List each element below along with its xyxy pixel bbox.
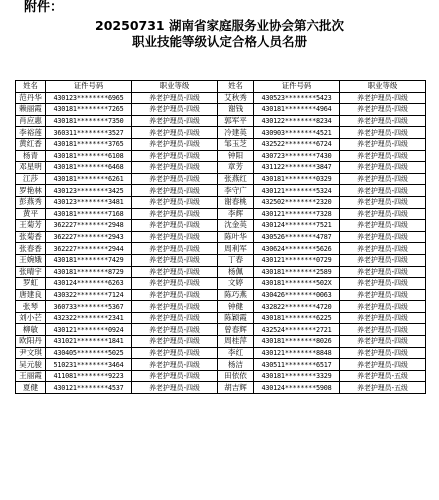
person-name-cell: 邓星明: [16, 162, 46, 174]
table-row: [16, 301, 426, 313]
table-row: [16, 104, 426, 116]
skill-level-cell: 养老护理员-四级: [132, 220, 218, 232]
id-number-cell: 430723********7430: [254, 150, 340, 162]
person-name-cell: 彭燕秀: [16, 196, 46, 208]
roster-table: [15, 80, 426, 394]
skill-level-cell: 养老护理员-四级: [132, 104, 218, 116]
id-number-cell: 430181********4964: [254, 104, 340, 116]
document-title-line-1: 20250731 湖南省家庭服务业协会第六批次: [95, 18, 344, 33]
skill-level-cell: 养老护理员-四级: [340, 336, 426, 348]
id-number-cell: 430124********5908: [254, 382, 340, 394]
person-name-cell: 文婷: [218, 278, 254, 290]
table-row: [16, 115, 426, 127]
id-number-cell: 430903********4521: [254, 127, 340, 139]
table-row: [16, 150, 426, 162]
id-number-cell: 430181********6261: [46, 173, 132, 185]
skill-level-cell: 养老护理员-四级: [340, 208, 426, 220]
person-name-cell: 李守广: [218, 185, 254, 197]
person-name-cell: 江莎: [16, 173, 46, 185]
skill-level-cell: 养老护理员-四级: [340, 185, 426, 197]
table-row: [16, 278, 426, 290]
id-number-cell: 430124********7521: [254, 220, 340, 232]
table-row: [16, 359, 426, 371]
person-name-cell: 李红: [218, 347, 254, 359]
table-row: [16, 208, 426, 220]
person-name-cell: 郭军平: [218, 115, 254, 127]
table-row: [16, 92, 426, 104]
person-name-cell: 张燕红: [218, 173, 254, 185]
id-number-cell: 432522********6724: [254, 138, 340, 150]
id-number-cell: 430181********8026: [254, 336, 340, 348]
skill-level-cell: 养老护理员-四级: [132, 243, 218, 255]
skill-level-cell: 养老护理员-四级: [340, 92, 426, 104]
person-name-cell: 欧阳丹: [16, 336, 46, 348]
skill-level-cell: 养老护理员-五级: [340, 382, 426, 394]
table-row: [16, 231, 426, 243]
id-number-cell: 430181********3765: [46, 138, 132, 150]
id-number-cell: 430181********7429: [46, 254, 132, 266]
person-name-cell: 杨青: [16, 150, 46, 162]
id-number-cell: 430181********7350: [46, 115, 132, 127]
column-header-name: 姓名: [218, 81, 254, 93]
id-number-cell: 430181********3329: [254, 370, 340, 382]
skill-level-cell: 养老护理员-四级: [132, 254, 218, 266]
person-name-cell: 赖丽霞: [16, 104, 46, 116]
id-number-cell: 430181********502X: [254, 278, 340, 290]
table-row: [16, 312, 426, 324]
id-number-cell: 431021********1841: [46, 336, 132, 348]
skill-level-cell: 养老护理员-四级: [132, 347, 218, 359]
person-name-cell: 尹文琪: [16, 347, 46, 359]
table-row: [16, 196, 426, 208]
id-number-cell: 430511********6517: [254, 359, 340, 371]
id-number-cell: 430181********6108: [46, 150, 132, 162]
person-name-cell: 谢钱: [218, 104, 254, 116]
column-header-name: 姓名: [16, 81, 46, 93]
table-row: [16, 243, 426, 255]
person-name-cell: 谢春桃: [218, 196, 254, 208]
person-name-cell: 田依依: [218, 370, 254, 382]
id-number-cell: 430122********8234: [254, 115, 340, 127]
roster-table-body: [16, 92, 426, 393]
table-row: [16, 127, 426, 139]
skill-level-cell: 养老护理员-四级: [132, 370, 218, 382]
table-row: [16, 336, 426, 348]
skill-level-cell: 养老护理员-四级: [340, 162, 426, 174]
person-name-cell: 唐建良: [16, 289, 46, 301]
id-number-cell: 430181********2589: [254, 266, 340, 278]
skill-level-cell: 养老护理员-四级: [340, 301, 426, 313]
person-name-cell: 范丹华: [16, 92, 46, 104]
table-row: [16, 347, 426, 359]
person-name-cell: 艾秋秀: [218, 92, 254, 104]
skill-level-cell: 养老护理员-四级: [132, 324, 218, 336]
person-name-cell: 夏健: [16, 382, 46, 394]
id-number-cell: 510231********3464: [46, 359, 132, 371]
table-header-row: [16, 81, 426, 93]
skill-level-cell: 养老护理员-四级: [132, 208, 218, 220]
id-number-cell: 430181********0329: [254, 173, 340, 185]
skill-level-cell: 养老护理员-四级: [340, 138, 426, 150]
table-row: [16, 382, 426, 394]
skill-level-cell: 养老护理员-四级: [132, 312, 218, 324]
id-number-cell: 362227********2944: [46, 243, 132, 255]
person-name-cell: 胡吉辉: [218, 382, 254, 394]
table-row: [16, 162, 426, 174]
skill-level-cell: 养老护理员-四级: [132, 196, 218, 208]
person-name-cell: 钟健: [218, 301, 254, 313]
person-name-cell: 陈巧燕: [218, 289, 254, 301]
person-name-cell: 张菊香: [16, 231, 46, 243]
person-name-cell: 邹玉芝: [218, 138, 254, 150]
id-number-cell: 430181********8729: [46, 266, 132, 278]
skill-level-cell: 养老护理员-四级: [340, 324, 426, 336]
person-name-cell: 柳敏: [16, 324, 46, 336]
skill-level-cell: 养老护理员-四级: [132, 162, 218, 174]
id-number-cell: 430624********5626: [254, 243, 340, 255]
skill-level-cell: 养老护理员-四级: [132, 382, 218, 394]
column-header-level: 职业等级: [340, 81, 426, 93]
person-name-cell: 黄平: [16, 208, 46, 220]
id-number-cell: 360733********5367: [46, 301, 132, 313]
id-number-cell: 430181********6225: [254, 312, 340, 324]
skill-level-cell: 养老护理员-四级: [340, 359, 426, 371]
person-name-cell: 冷建英: [218, 127, 254, 139]
person-name-cell: 丁春: [218, 254, 254, 266]
person-name-cell: 陈颖霞: [218, 312, 254, 324]
skill-level-cell: 养老护理员-四级: [132, 278, 218, 290]
person-name-cell: 曾春辉: [218, 324, 254, 336]
skill-level-cell: 养老护理员-四级: [340, 220, 426, 232]
column-header-id-number: 证件号码: [254, 81, 340, 93]
table-row: [16, 324, 426, 336]
id-number-cell: 430322********7124: [46, 289, 132, 301]
skill-level-cell: 养老护理员-四级: [340, 150, 426, 162]
person-name-cell: 黄红香: [16, 138, 46, 150]
id-number-cell: 430121********8848: [254, 347, 340, 359]
person-name-cell: 周利军: [218, 243, 254, 255]
id-number-cell: 432524********2721: [254, 324, 340, 336]
id-number-cell: 430123********3425: [46, 185, 132, 197]
skill-level-cell: 养老护理员-四级: [340, 196, 426, 208]
id-number-cell: 362227********2948: [46, 220, 132, 232]
id-number-cell: 431122********3847: [254, 162, 340, 174]
table-row: [16, 254, 426, 266]
id-number-cell: 430121********0924: [46, 324, 132, 336]
id-number-cell: 430123********6965: [46, 92, 132, 104]
skill-level-cell: 养老护理员-四级: [340, 173, 426, 185]
table-row: [16, 138, 426, 150]
skill-level-cell: 养老护理员-四级: [340, 231, 426, 243]
person-name-cell: 杨洁: [218, 359, 254, 371]
table-row: [16, 220, 426, 232]
id-number-cell: 430121********4537: [46, 382, 132, 394]
table-row: [16, 185, 426, 197]
skill-level-cell: 养老护理员-四级: [340, 243, 426, 255]
skill-level-cell: 养老护理员-四级: [132, 150, 218, 162]
column-header-id-number: 证件号码: [46, 81, 132, 93]
id-number-cell: 432322********2341: [46, 312, 132, 324]
skill-level-cell: 养老护理员-四级: [132, 92, 218, 104]
skill-level-cell: 养老护理员-四级: [132, 359, 218, 371]
skill-level-cell: 养老护理员-四级: [132, 336, 218, 348]
id-number-cell: 430121********7328: [254, 208, 340, 220]
id-number-cell: 432502********2320: [254, 196, 340, 208]
skill-level-cell: 养老护理员-四级: [132, 138, 218, 150]
table-row: [16, 289, 426, 301]
id-number-cell: 430123********3481: [46, 196, 132, 208]
id-number-cell: 430181********6468: [46, 162, 132, 174]
id-number-cell: 411081********9223: [46, 370, 132, 382]
skill-level-cell: 养老护理员-四级: [132, 185, 218, 197]
id-number-cell: 430181********7265: [46, 104, 132, 116]
skill-level-cell: 养老护理员-四级: [340, 278, 426, 290]
skill-level-cell: 养老护理员-四级: [132, 266, 218, 278]
person-name-cell: 刘小芒: [16, 312, 46, 324]
person-name-cell: 周桂萍: [218, 336, 254, 348]
person-name-cell: 陈叶华: [218, 231, 254, 243]
id-number-cell: 430124********6263: [46, 278, 132, 290]
person-name-cell: 钟阳: [218, 150, 254, 162]
person-name-cell: 杨佩: [218, 266, 254, 278]
skill-level-cell: 养老护理员-四级: [132, 301, 218, 313]
person-name-cell: 罗虹: [16, 278, 46, 290]
person-name-cell: 罗艳林: [16, 185, 46, 197]
id-number-cell: 362227********2943: [46, 231, 132, 243]
skill-level-cell: 养老护理员-四级: [340, 104, 426, 116]
person-name-cell: 肖应惠: [16, 115, 46, 127]
person-name-cell: 吴元骏: [16, 359, 46, 371]
skill-level-cell: 养老护理员-四级: [132, 173, 218, 185]
skill-level-cell: 养老护理员-四级: [340, 254, 426, 266]
person-name-cell: 李裕莲: [16, 127, 46, 139]
id-number-cell: 430121********5324: [254, 185, 340, 197]
id-number-cell: 430426********0063: [254, 289, 340, 301]
person-name-cell: 张琴: [16, 301, 46, 313]
id-number-cell: 432822********4720: [254, 301, 340, 313]
table-row: [16, 266, 426, 278]
column-header-level: 职业等级: [132, 81, 218, 93]
document-title-line-2: 职业技能等级认定合格人员名册: [131, 34, 307, 49]
skill-level-cell: 养老护理员-四级: [340, 289, 426, 301]
person-name-cell: 章芳: [218, 162, 254, 174]
skill-level-cell: 养老护理员-四级: [340, 266, 426, 278]
skill-level-cell: 养老护理员-四级: [132, 127, 218, 139]
person-name-cell: 王菊芳: [16, 220, 46, 232]
id-number-cell: 430405********5025: [46, 347, 132, 359]
person-name-cell: 王婉娥: [16, 254, 46, 266]
person-name-cell: 沈金英: [218, 220, 254, 232]
table-row: [16, 370, 426, 382]
person-name-cell: 王丽霞: [16, 370, 46, 382]
id-number-cell: 430526********4787: [254, 231, 340, 243]
skill-level-cell: 养老护理员-四级: [132, 115, 218, 127]
id-number-cell: 360311********3527: [46, 127, 132, 139]
skill-level-cell: 养老护理员-四级: [340, 127, 426, 139]
person-name-cell: 李辉: [218, 208, 254, 220]
skill-level-cell: 养老护理员-五级: [340, 370, 426, 382]
skill-level-cell: 养老护理员-四级: [132, 289, 218, 301]
skill-level-cell: 养老护理员-四级: [340, 347, 426, 359]
id-number-cell: 430181********7168: [46, 208, 132, 220]
id-number-cell: 430523********5423: [254, 92, 340, 104]
person-name-cell: 张春香: [16, 243, 46, 255]
skill-level-cell: 养老护理员-四级: [340, 312, 426, 324]
table-row: [16, 173, 426, 185]
skill-level-cell: 养老护理员-四级: [132, 231, 218, 243]
id-number-cell: 430121********0729: [254, 254, 340, 266]
skill-level-cell: 养老护理员-四级: [340, 115, 426, 127]
person-name-cell: 张晴宇: [16, 266, 46, 278]
attachment-label: 附件：: [24, 0, 64, 15]
